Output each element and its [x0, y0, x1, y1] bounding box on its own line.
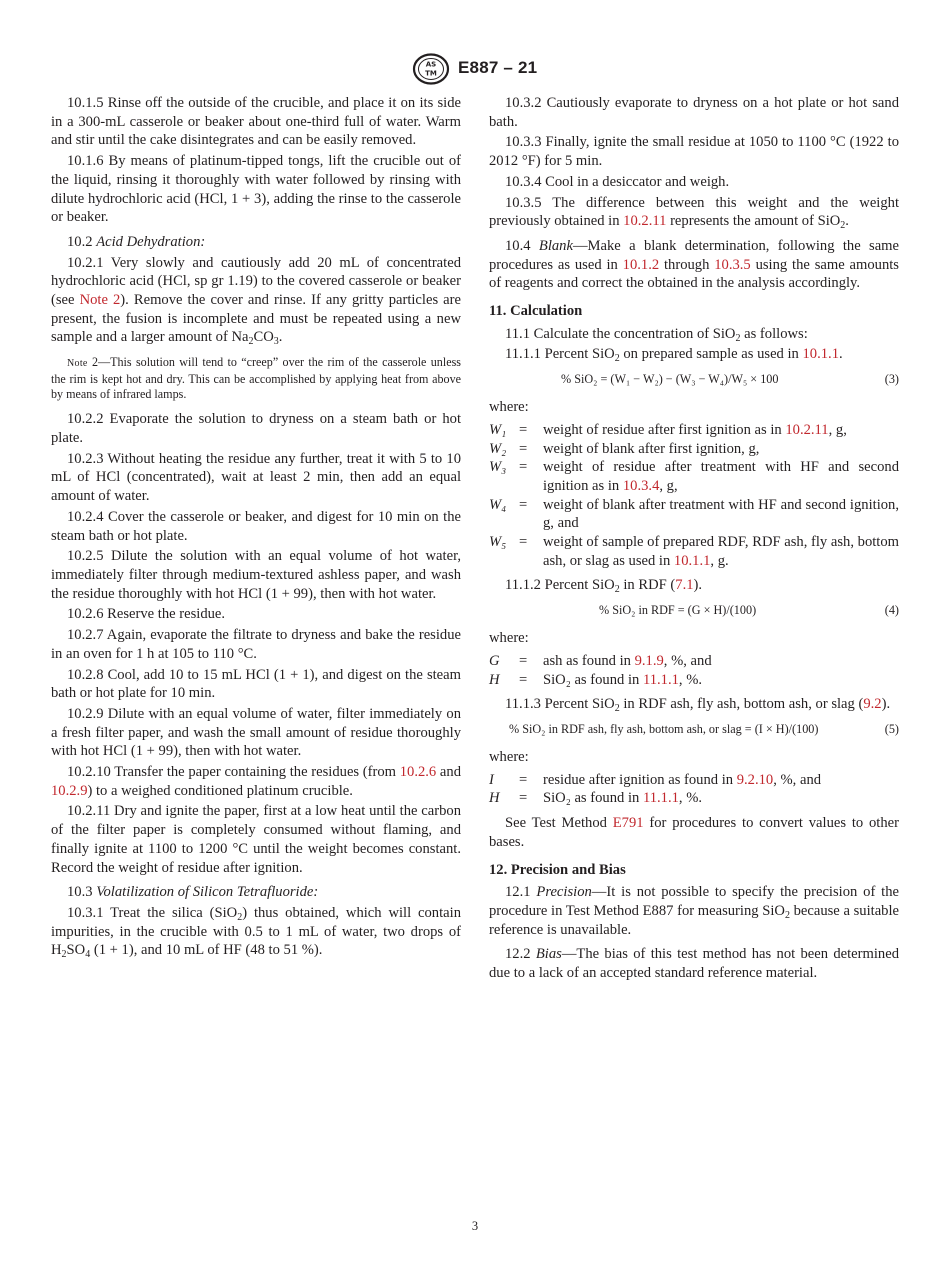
ref-e791-link[interactable]: E791: [612, 815, 644, 832]
paragraph-10-2-6: 10.2.6 Reserve the residue.: [67, 606, 226, 623]
definition-equals: =: [519, 421, 528, 438]
svg-text:TM: TM: [425, 69, 437, 78]
ref-9-2-link[interactable]: 9.2: [863, 696, 882, 713]
section-12-heading: 12. Precision and Bias: [489, 861, 626, 878]
definitions-1: [489, 421, 899, 571]
paragraph-11-1-3: 11.1.3 Percent SiO$_2$ in RDF ash, fly ash, bottom ash, or slag (9.2).: [505, 696, 891, 715]
paragraph-10-1-5: 10.1.5 Rinse off the outside of the crucible, and place it on its side in a 300-mL casserole or beaker about one-third full of water. Warm and stir until the cake disintegrates and can be easily removed.: [51, 95, 461, 149]
paragraph-10-2-10: 10.2.10 Transfer the paper containing the residues (from 10.2.6 and 10.2.9) to a weighed conditioned platinum crucible.: [51, 764, 461, 799]
ref-10-1-1-link[interactable]: 10.1.1: [802, 346, 839, 363]
section-11-heading: 11. Calculation: [489, 303, 583, 320]
definition-text: weight of blank after treatment with HF and second ignition, g, and: [543, 496, 899, 532]
right-column: [489, 94, 899, 985]
equation-3-formula: % SiO₂ = (W₁ − W₂) − (W₃ − W₄)/W₅ × 100: [561, 372, 779, 387]
ref-10-2-11-link[interactable]: 10.2.11: [623, 213, 667, 230]
definition-ref-link[interactable]: 10.3.4: [622, 477, 660, 494]
paragraph-10-3-5: 10.3.5 The difference between this weight and the weight previously obtained in 10.2.11 represents the amount of SiO$_2$.: [489, 194, 899, 232]
definition-equals: =: [519, 440, 528, 457]
ref-10-3-5-link[interactable]: 10.3.5: [714, 256, 751, 273]
definition-ref-link[interactable]: 10.1.1: [673, 552, 711, 569]
definition-symbol: W₃: [489, 459, 507, 476]
definition-symbol: W₅: [489, 534, 507, 551]
definition-symbol: W₁: [489, 421, 507, 438]
paragraph-10-3-3: 10.3.3 Finally, ignite the small residue at 1050 to 1100 °C (1922 to 2012 °F) for 5 min.: [489, 134, 899, 170]
definitions-3: [489, 771, 899, 808]
definition-row: [489, 458, 899, 495]
equation-4-formula: % SiO₂ in RDF = (G × H)/(100): [599, 603, 757, 618]
definition-row: [489, 421, 899, 440]
definition-ref-link[interactable]: 11.1.1: [642, 671, 679, 688]
definition-text: weight of blank after first ignition, g,: [543, 440, 760, 457]
definitions-2: [489, 652, 899, 689]
equation-5-formula: % SiO₂ in RDF ash, fly ash, bottom ash, or slag = (I × H)/(100): [509, 721, 819, 736]
ref-10-2-6-link[interactable]: 10.2.6: [399, 764, 437, 781]
header: [0, 56, 950, 84]
definition-row: [489, 789, 899, 808]
definition-row: [489, 771, 899, 790]
definition-symbol: H: [489, 671, 500, 688]
paragraph-10-2-7: 10.2.7 Again, evaporate the filtrate to dryness and bake the residue in an oven for 1 h at 105 to 110 °C.: [51, 627, 461, 662]
left-column: [51, 94, 461, 962]
paragraph-10-1-6: 10.1.6 By means of platinum-tipped tongs, lift the crucible out of the liquid, rinsing it thoroughly with water followed by rinsing with dilute hydrochloric acid (HCl, 1 + 3), adding the rinse to the casserole or beaker.: [51, 153, 462, 226]
note-2: Note 2—This solution will tend to “creep” over the rim of the casserole unless the rim is kept hot and dry. This can be accomplished by applying heat from above by means of infrared lamps.: [51, 355, 461, 401]
definition-text: SiO₂ as found in 11.1.1, %.: [543, 790, 703, 807]
paragraph-10-3-1: 10.3.1 Treat the silica (SiO$_2$) thus obtained, which will contain impurities, in the crucible with 0.5 to 1 mL of water, two drops of $H_2SO_4$ (1 + 1), and 10 mL of HF (48 to 51 %).: [51, 904, 461, 961]
definition-text: SiO₂ as found in 11.1.1, %.: [543, 671, 703, 688]
definition-text: weight of residue after treatment with HF and second ignition as in 10.3.4, g,: [543, 459, 899, 494]
section-10-3-heading: 10.3 Volatilization of Silicon Tetrafluoride:: [67, 884, 319, 901]
document-code: E887 – 21: [458, 58, 538, 77]
ref-10-1-2-link[interactable]: 10.1.2: [622, 256, 660, 273]
paragraph-10-2-8: 10.2.8 Cool, add 10 to 15 mL HCl (1 + 1), and digest on the steam bath or hot plate for 10 min.: [51, 666, 461, 702]
paragraph-10-4: 10.4 Blank—Make a blank determination, following the same procedures as used in 10.1.2 through 10.3.5 using the same amounts of reagents and correct the obtained in the analysis accordingly.: [489, 237, 900, 292]
definition-symbol: H: [489, 790, 500, 807]
definition-ref-link[interactable]: 9.2.10: [736, 771, 774, 788]
where-label-2: where:: [489, 630, 529, 647]
equation-4: [489, 599, 899, 621]
equation-5: [489, 718, 899, 740]
definition-symbol: W₄: [489, 496, 507, 513]
equation-4-number: (4): [884, 603, 899, 618]
paragraph-12-2: 12.2 Bias—The bias of this test method has not been determined due to a lack of an accepted standard reference material.: [489, 946, 899, 982]
equation-5-number: (5): [884, 721, 899, 736]
ref-7-1-link[interactable]: 7.1: [675, 577, 694, 594]
equation-3-number: (3): [884, 372, 899, 387]
paragraph-10-2-9: 10.2.9 Dilute with an equal volume of water, filter immediately on a fresh filter paper, and wash the small amount of residue thoroughly with hot HCl (1 + 99), then with hot water.: [51, 705, 461, 760]
paragraph-10-2-3: 10.2.3 Without heating the residue any further, treat it with 5 to 10 mL of HCl (concentrated), wait at least 2 min, then add an equal amount of water.: [51, 450, 461, 505]
definition-row: [489, 671, 899, 690]
definition-row: [489, 496, 899, 533]
definition-symbol: W₂: [489, 440, 507, 457]
paragraph-11-1: 11.1 Calculate the concentration of SiO$_2$ as follows:: [505, 325, 808, 344]
paragraph-10-2-11: 10.2.11 Dry and ignite the paper, first at a low heat until the carbon of the filter paper is completely consumed without flaming, and finally ignite at 1100 to 1200 °C until the weight becomes constant. Record the weight of residue after ignition.: [51, 803, 461, 876]
definition-ref-link[interactable]: 9.1.9: [634, 652, 664, 669]
paragraph-11-1-1: 11.1.1 Percent SiO$_2$ on prepared sample as used in 10.1.1.: [505, 346, 843, 365]
where-label-3: where:: [489, 748, 529, 765]
paragraph-10-3-2: 10.3.2 Cautiously evaporate to dryness on a hot plate or hot sand bath.: [489, 95, 899, 130]
ref-10-2-9-link[interactable]: 10.2.9: [51, 782, 88, 799]
definition-ref-link[interactable]: 11.1.1: [642, 790, 679, 807]
definition-ref-link[interactable]: 10.2.11: [785, 421, 829, 438]
paragraph-10-2-2: 10.2.2 Evaporate the solution to dryness on a steam bath or hot plate.: [51, 411, 461, 447]
definition-equals: =: [519, 534, 528, 551]
equation-3: [489, 368, 899, 390]
definition-row: [489, 652, 899, 671]
astm-logo-icon: [412, 53, 450, 85]
paragraph-10-2-5: 10.2.5 Dilute the solution with an equal volume of hot water, immediately filter through medium-textured ashless paper, and wash the residue thoroughly with hot HCl (1 + 99), then with hot water.: [51, 548, 461, 602]
definition-equals: =: [519, 771, 528, 788]
page-number: 3: [471, 1219, 479, 1233]
paragraph-10-2-4: 10.2.4 Cover the casserole or beaker, and digest for 10 min on the steam bath or hot plate.: [51, 508, 461, 544]
definition-equals: =: [519, 459, 528, 476]
definition-equals: =: [519, 652, 528, 669]
definition-text: residue after ignition as found in 9.2.10, %, and: [543, 771, 822, 788]
paragraph-12-1: 12.1 Precision—It is not possible to specify the precision of the procedure in Test Method E887 for measuring SiO$_2$ because a suitable reference is unavailable.: [489, 884, 899, 938]
paragraph-10-2-1: 10.2.1 Very slowly and cautiously add 20 mL of concentrated hydrochloric acid (HCl, sp gr 1.19) to the covered casserole or beaker (see Note 2). Remove the cover and rinse. If any gritty particles are present, the fusion is incomplete and must be repeated using a new sample and a larger amount of $Na_2CO_3$.: [51, 254, 461, 348]
where-label-1: where:: [489, 399, 529, 416]
definition-text: weight of residue after first ignition as in 10.2.11, g,: [543, 421, 847, 438]
definition-symbol: I: [489, 771, 494, 788]
note-2-link[interactable]: Note 2: [79, 292, 121, 309]
definition-equals: =: [519, 671, 528, 688]
definition-row: [489, 533, 899, 570]
svg-text:AS: AS: [425, 60, 437, 69]
definition-equals: =: [519, 496, 528, 513]
definition-equals: =: [519, 790, 528, 807]
definition-text: ash as found in 9.1.9, %, and: [543, 652, 712, 669]
definition-text: weight of sample of prepared RDF, RDF ash, fly ash, bottom ash, or slag as used in 10.1.1, g.: [543, 534, 899, 569]
paragraph-11-1-2: 11.1.2 Percent SiO$_2$ in RDF (7.1).: [505, 577, 703, 596]
definition-symbol: G: [489, 652, 500, 669]
paragraph-see-e791: See Test Method E791 for procedures to convert values to other bases.: [489, 815, 899, 850]
paragraph-10-3-4: 10.3.4 Cool in a desiccator and weigh.: [505, 173, 730, 190]
definition-row: [489, 440, 899, 459]
section-10-2-heading: 10.2 Acid Dehydration:: [67, 233, 206, 250]
